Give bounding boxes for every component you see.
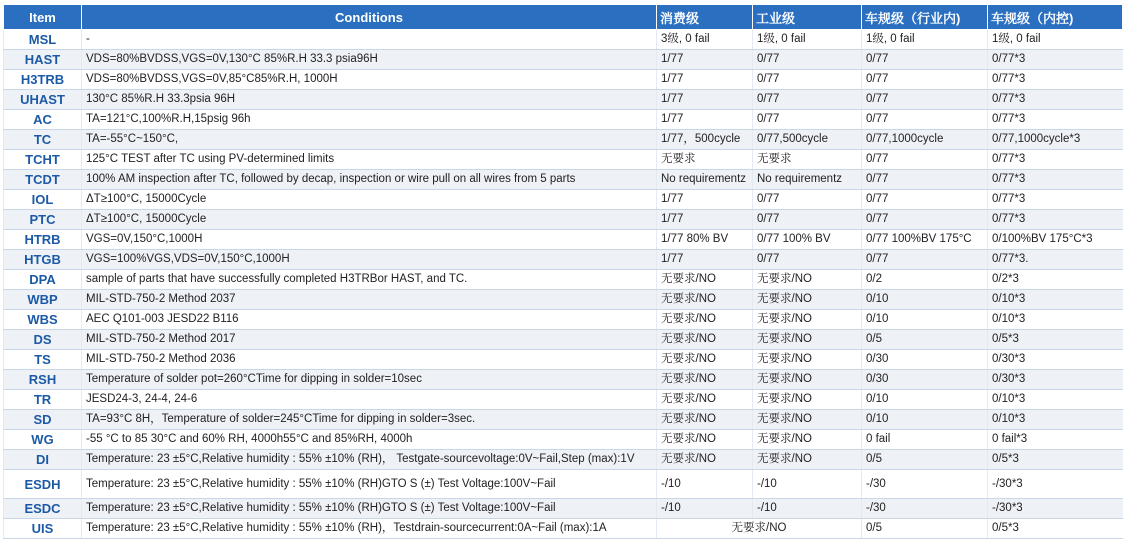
automotive-industry-cell: 0 fail (862, 430, 988, 450)
conditions-cell: TA=93°C 8H，Temperature of solder=245°CTime for dipping in solder=3sec. (82, 410, 657, 430)
automotive-industry-cell: 0/5 (862, 450, 988, 470)
automotive-industry-cell: 0/77 (862, 250, 988, 270)
automotive-internal-cell: 0/5*3 (988, 330, 1123, 350)
table-row (4, 130, 1123, 150)
item-cell: HTGB (4, 250, 82, 270)
item-cell: SD (4, 410, 82, 430)
consumer-grade-cell: 无要求/NO (657, 290, 753, 310)
automotive-industry-cell: 0/77 (862, 90, 988, 110)
item-cell: TR (4, 390, 82, 410)
header-item: Item (4, 5, 82, 30)
table-row (4, 190, 1123, 210)
item-cell: UHAST (4, 90, 82, 110)
automotive-industry-cell: 1级, 0 fail (862, 30, 988, 50)
consumer-grade-cell: 1/77，500cycle (657, 130, 753, 150)
consumer-grade-cell: 无要求/NO (657, 350, 753, 370)
item-cell: ESDH (4, 470, 82, 499)
consumer-grade-cell: 1/77 (657, 50, 753, 70)
item-cell: WG (4, 430, 82, 450)
conditions-cell: MIL-STD-750-2 Method 2017 (82, 330, 657, 350)
automotive-industry-cell: 0/77 (862, 190, 988, 210)
industrial-grade-cell: 0/77 (753, 250, 862, 270)
automotive-industry-cell: 0/77 (862, 70, 988, 90)
automotive-internal-cell: 0/5*3 (988, 519, 1123, 539)
automotive-internal-cell: -/30*3 (988, 470, 1123, 499)
table-row (4, 430, 1123, 450)
table-header-row (4, 5, 1123, 30)
item-cell: TC (4, 130, 82, 150)
automotive-internal-cell: 0/10*3 (988, 410, 1123, 430)
industrial-grade-cell: 0/77 (753, 50, 862, 70)
reliability-test-table (3, 4, 1123, 539)
automotive-internal-cell: -/30*3 (988, 499, 1123, 519)
conditions-cell: Temperature: 23 ±5°C,Relative humidity : 55% ±10% (RH)，Testdrain-sourcecurrent:0A~Fail (max):1A (82, 519, 657, 539)
table-row (4, 270, 1123, 290)
item-cell: H3TRB (4, 70, 82, 90)
table-row (4, 519, 1123, 539)
automotive-internal-cell: 0/77*3 (988, 50, 1123, 70)
consumer-grade-cell: -/10 (657, 470, 753, 499)
industrial-grade-cell: 0/77 100% BV (753, 230, 862, 250)
conditions-cell: ΔT≥100°C, 15000Cycle (82, 190, 657, 210)
table-row (4, 390, 1123, 410)
industrial-grade-cell: No requirementz (753, 170, 862, 190)
industrial-grade-cell: 无要求/NO (753, 290, 862, 310)
consumer-grade-cell: 无要求/NO (657, 390, 753, 410)
table-row (4, 70, 1123, 90)
industrial-grade-cell: 无要求/NO (753, 310, 862, 330)
table-body (4, 30, 1123, 539)
industrial-grade-cell: -/10 (753, 499, 862, 519)
header-automotive-industry: 车规级（行业内) (862, 5, 988, 30)
table-row (4, 210, 1123, 230)
industrial-grade-cell: 无要求/NO (753, 450, 862, 470)
industrial-grade-cell: 无要求 (753, 150, 862, 170)
table-row (4, 330, 1123, 350)
item-cell: WBP (4, 290, 82, 310)
automotive-internal-cell: 0/100%BV 175°C*3 (988, 230, 1123, 250)
item-cell: TCHT (4, 150, 82, 170)
consumer-grade-cell: 无要求/NO (657, 450, 753, 470)
conditions-cell: - (82, 30, 657, 50)
automotive-internal-cell: 0/5*3 (988, 450, 1123, 470)
item-cell: PTC (4, 210, 82, 230)
industrial-grade-cell: -/10 (753, 470, 862, 499)
conditions-cell: VGS=0V,150°C,1000H (82, 230, 657, 250)
table-row (4, 410, 1123, 430)
automotive-internal-cell: 0/10*3 (988, 290, 1123, 310)
industrial-grade-cell: 无要求/NO (753, 410, 862, 430)
automotive-internal-cell: 0/77*3 (988, 190, 1123, 210)
consumer-grade-cell: -/10 (657, 499, 753, 519)
conditions-cell: TA=-55°C~150°C, (82, 130, 657, 150)
item-cell: DI (4, 450, 82, 470)
automotive-internal-cell: 0/77*3. (988, 250, 1123, 270)
consumer-grade-cell: 无要求/NO (657, 410, 753, 430)
automotive-internal-cell: 0/10*3 (988, 310, 1123, 330)
consumer-grade-cell: 1/77 80% BV (657, 230, 753, 250)
automotive-industry-cell: 0/30 (862, 350, 988, 370)
consumer-grade-cell: 1/77 (657, 190, 753, 210)
automotive-industry-cell: 0/30 (862, 370, 988, 390)
automotive-internal-cell: 0/30*3 (988, 370, 1123, 390)
consumer-grade-cell: 3级, 0 fail (657, 30, 753, 50)
automotive-internal-cell: 0/77*3 (988, 110, 1123, 130)
industrial-grade-cell: 无要求/NO (753, 430, 862, 450)
industrial-grade-cell: 0/77 (753, 110, 862, 130)
consumer-grade-cell: 1/77 (657, 210, 753, 230)
table-row (4, 150, 1123, 170)
item-cell: MSL (4, 30, 82, 50)
industrial-grade-cell: 0/77 (753, 190, 862, 210)
consumer-grade-cell: 无要求/NO (657, 430, 753, 450)
consumer-grade-cell: 无要求/NO (657, 370, 753, 390)
item-cell: UIS (4, 519, 82, 539)
automotive-industry-cell: -/30 (862, 499, 988, 519)
table-row (4, 450, 1123, 470)
consumer-grade-cell: No requirementz (657, 170, 753, 190)
automotive-industry-cell: -/30 (862, 470, 988, 499)
automotive-industry-cell: 0/77 (862, 50, 988, 70)
conditions-cell: MIL-STD-750-2 Method 2037 (82, 290, 657, 310)
automotive-industry-cell: 0/10 (862, 310, 988, 330)
table-row (4, 350, 1123, 370)
industrial-grade-cell: 0/77 (753, 70, 862, 90)
conditions-cell: Temperature: 23 ±5°C,Relative humidity : 55% ±10% (RH)GTO S (±) Test Voltage:100V~Fail (82, 470, 657, 499)
consumer-grade-cell: 1/77 (657, 70, 753, 90)
header-industrial-grade: 工业级 (753, 5, 862, 30)
consumer-grade-cell: 无要求/NO (657, 270, 753, 290)
table-row (4, 30, 1123, 50)
item-cell: HAST (4, 50, 82, 70)
conditions-cell: VGS=100%VGS,VDS=0V,150°C,1000H (82, 250, 657, 270)
conditions-cell: 130°C 85%R.H 33.3psia 96H (82, 90, 657, 110)
conditions-cell: JESD24-3, 24-4, 24-6 (82, 390, 657, 410)
item-cell: WBS (4, 310, 82, 330)
automotive-internal-cell: 0/77*3 (988, 150, 1123, 170)
item-cell: DS (4, 330, 82, 350)
item-cell: RSH (4, 370, 82, 390)
conditions-cell: Temperature: 23 ±5°C,Relative humidity : 55% ±10% (RH)， Testgate-sourcevoltage:0V~Fail,Step (max):1V (82, 450, 657, 470)
automotive-internal-cell: 0/2*3 (988, 270, 1123, 290)
automotive-industry-cell: 0/77,1000cycle (862, 130, 988, 150)
consumer-grade-cell: 1/77 (657, 90, 753, 110)
conditions-cell: MIL-STD-750-2 Method 2036 (82, 350, 657, 370)
automotive-internal-cell: 0/10*3 (988, 390, 1123, 410)
consumer-grade-cell: 1/77 (657, 250, 753, 270)
industrial-grade-cell: 1级, 0 fail (753, 30, 862, 50)
automotive-internal-cell: 0/77*3 (988, 90, 1123, 110)
consumer-grade-cell: 无要求/NO (657, 330, 753, 350)
consumer-grade-cell: 无要求 (657, 150, 753, 170)
industrial-grade-cell: 无要求/NO (753, 390, 862, 410)
automotive-industry-cell: 0/2 (862, 270, 988, 290)
table-row (4, 370, 1123, 390)
automotive-industry-cell: 0/77 (862, 170, 988, 190)
conditions-cell: 125°C TEST after TC using PV-determined limits (82, 150, 657, 170)
automotive-industry-cell: 0/5 (862, 519, 988, 539)
conditions-cell: ΔT≥100°C, 15000Cycle (82, 210, 657, 230)
item-cell: AC (4, 110, 82, 130)
conditions-cell: Temperature of solder pot=260°CTime for dipping in solder=10sec (82, 370, 657, 390)
conditions-cell: Temperature: 23 ±5°C,Relative humidity : 55% ±10% (RH)GTO S (±) Test Voltage:100V~Fail (82, 499, 657, 519)
industrial-grade-cell: 0/77 (753, 90, 862, 110)
table-row (4, 470, 1123, 499)
conditions-cell: TA=121°C,100%R.H,15psig 96h (82, 110, 657, 130)
table-row (4, 110, 1123, 130)
table-row (4, 310, 1123, 330)
header-automotive-internal: 车规级（内控) (988, 5, 1123, 30)
consumer-grade-cell: 1/77 (657, 110, 753, 130)
conditions-cell: 100% AM inspection after TC, followed by decap, inspection or wire pull on all wires from 5 parts (82, 170, 657, 190)
conditions-cell: sample of parts that have successfully completed H3TRBor HAST, and TC. (82, 270, 657, 290)
industrial-grade-cell: 无要求/NO (753, 370, 862, 390)
automotive-industry-cell: 0/77 (862, 110, 988, 130)
item-cell: TCDT (4, 170, 82, 190)
item-cell: DPA (4, 270, 82, 290)
automotive-internal-cell: 0/30*3 (988, 350, 1123, 370)
item-cell: ESDC (4, 499, 82, 519)
conditions-cell: VDS=80%BVDSS,VGS=0V,130°C 85%R.H 33.3 psia96H (82, 50, 657, 70)
table-row (4, 290, 1123, 310)
automotive-internal-cell: 0 fail*3 (988, 430, 1123, 450)
industrial-grade-cell: 无要求/NO (753, 270, 862, 290)
item-cell: TS (4, 350, 82, 370)
automotive-industry-cell: 0/10 (862, 390, 988, 410)
automotive-industry-cell: 0/77 100%BV 175°C (862, 230, 988, 250)
table-row (4, 170, 1123, 190)
automotive-internal-cell: 0/77,1000cycle*3 (988, 130, 1123, 150)
automotive-internal-cell: 0/77*3 (988, 210, 1123, 230)
automotive-industry-cell: 0/77 (862, 150, 988, 170)
automotive-industry-cell: 0/77 (862, 210, 988, 230)
table-row (4, 499, 1123, 519)
item-cell: HTRB (4, 230, 82, 250)
industrial-grade-cell: 0/77 (753, 210, 862, 230)
automotive-industry-cell: 0/10 (862, 290, 988, 310)
automotive-internal-cell: 0/77*3 (988, 170, 1123, 190)
industrial-grade-cell: 无要求/NO (753, 350, 862, 370)
conditions-cell: -55 °C to 85 30°C and 60% RH, 4000h55°C and 85%RH, 4000h (82, 430, 657, 450)
automotive-industry-cell: 0/10 (862, 410, 988, 430)
conditions-cell: AEC Q101-003 JESD22 B116 (82, 310, 657, 330)
header-consumer-grade: 消费级 (657, 5, 753, 30)
table-row (4, 50, 1123, 70)
automotive-internal-cell: 1级, 0 fail (988, 30, 1123, 50)
table-row (4, 250, 1123, 270)
consumer-grade-cell: 无要求/NO (657, 310, 753, 330)
industrial-grade-cell: 0/77,500cycle (753, 130, 862, 150)
automotive-industry-cell: 0/5 (862, 330, 988, 350)
item-cell: IOL (4, 190, 82, 210)
header-conditions: Conditions (82, 5, 657, 30)
automotive-internal-cell: 0/77*3 (988, 70, 1123, 90)
consumer-industrial-merged-cell: 无要求/NO (657, 519, 862, 539)
table-row (4, 90, 1123, 110)
industrial-grade-cell: 无要求/NO (753, 330, 862, 350)
reliability-table-container (0, 4, 1125, 539)
conditions-cell: VDS=80%BVDSS,VGS=0V,85°C85%R.H, 1000H (82, 70, 657, 90)
table-row (4, 230, 1123, 250)
